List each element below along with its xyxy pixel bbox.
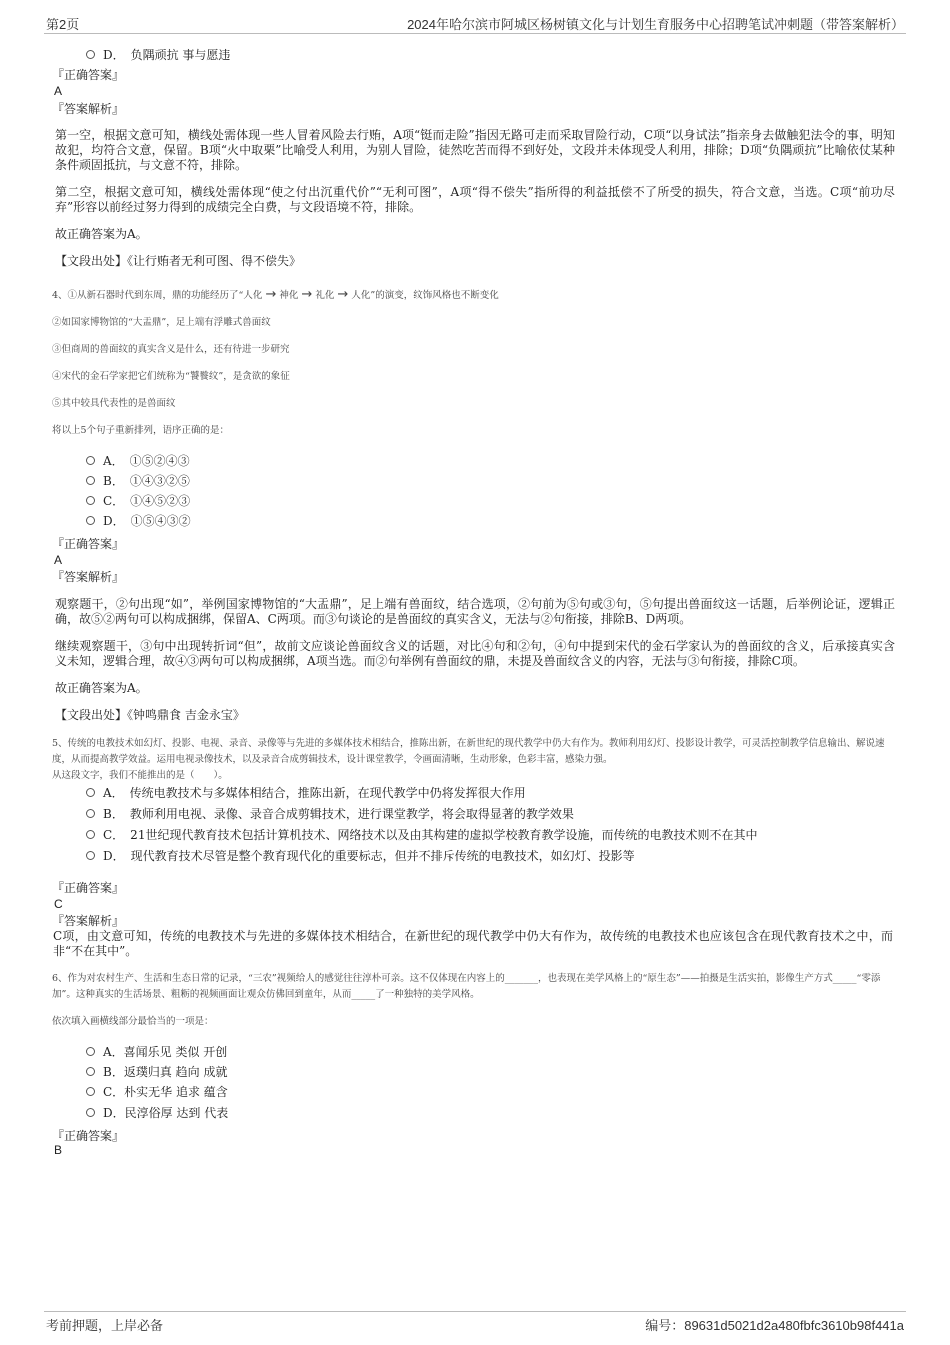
q4-answer-label: 『正确答案』: [52, 537, 125, 551]
blank-3: _____: [351, 989, 376, 1000]
q3-conclusion: 故正确答案为A。: [55, 227, 148, 241]
q5-answer-label: 『正确答案』: [52, 881, 125, 895]
q4-conclusion: 故正确答案为A。: [55, 681, 148, 695]
blank-2: _____: [832, 973, 857, 984]
q4-sentence-2: ②如国家博物馆的“大盂鼎”，足上端有浮雕式兽面纹: [52, 317, 271, 328]
q4-option-d[interactable]: D． ①⑤④③②: [86, 513, 191, 529]
page-number: 第2页: [46, 17, 80, 32]
q4-option-c[interactable]: C． ①④⑤②③: [86, 493, 190, 509]
q4-analysis-label: 『答案解析』: [52, 570, 125, 584]
q6-option-b[interactable]: B．返璞归真 趋向 成就: [86, 1064, 227, 1080]
q6-prompt: 依次填入画横线部分最恰当的一项是：: [52, 1016, 214, 1027]
q6-answer-label: 『正确答案』: [52, 1129, 125, 1143]
q5-answer: C: [54, 897, 63, 911]
q3-analysis-para1: 第一空，根据文意可知，横线处需体现一些人冒着风险去行贿，A项“铤而走险”指因无路可走而采取冒险行动，C项“以身试法”指亲身去做触犯法令的事，明知故犯，均符合文意，保留。B项“火中取栗”比喻受人利用，为别人冒险，徒然吃苦而得不到好处，文段并未体现受人利用，排除；D项“负隅顽抗”比喻依仗某种条件顽固抵抗，与文意不符，排除。: [55, 128, 895, 172]
radio-icon[interactable]: [86, 496, 95, 505]
footer-code: 编号：89631d5021d2a480fbfc3610b98f441a: [645, 1318, 904, 1333]
q3-analysis-label: 『答案解析』: [52, 102, 125, 116]
arrow-icon: →: [301, 287, 313, 302]
q4-option-b[interactable]: B． ①④③②⑤: [86, 473, 190, 489]
q4-sentence-3: ③但商周的兽面纹的真实含义是什么，还有待进一步研究: [52, 344, 290, 355]
radio-icon[interactable]: [86, 830, 95, 839]
q6-option-a[interactable]: A．喜闻乐见 类似 开创: [86, 1044, 227, 1060]
radio-icon[interactable]: [86, 516, 95, 525]
q5-option-b[interactable]: B． 教师利用电视、录像、录音合成剪辑技术，进行课堂教学，将会取得显著的教学效果: [86, 806, 574, 822]
q5-option-c[interactable]: C． 21世纪现代教育技术包括计算机技术、网络技术以及由其构建的虚拟学校教育教学设施，而传统的电教技术则不在其中: [86, 827, 757, 843]
q6-option-c[interactable]: C．朴实无华 追求 蕴含: [86, 1084, 228, 1100]
q3-option-d[interactable]: D． 负隅顽抗 事与愿违: [86, 47, 230, 63]
q4-prompt: 将以上5个句子重新排列，语序正确的是：: [52, 425, 230, 436]
footer-rule: [44, 1311, 906, 1312]
radio-icon[interactable]: [86, 456, 95, 465]
q3-answer-label: 『正确答案』: [52, 68, 125, 82]
radio-icon[interactable]: [86, 476, 95, 485]
radio-icon[interactable]: [86, 50, 95, 59]
q6-option-d[interactable]: D．民淳俗厚 达到 代表: [86, 1105, 228, 1121]
q6-answer: B: [54, 1143, 63, 1157]
q5-analysis-label: 『答案解析』: [52, 914, 125, 928]
q3-answer: A: [54, 84, 63, 98]
q5-prompt: 从这段文字，我们不能推出的是（ ）。: [52, 770, 228, 781]
radio-icon[interactable]: [86, 1047, 95, 1056]
radio-icon[interactable]: [86, 1067, 95, 1076]
q5-option-d[interactable]: D． 现代教育技术尽管是整个教育现代化的重要标志，但并不排斥传统的电教技术，如幻灯、投影等: [86, 848, 635, 864]
q3-analysis-para2: 第二空，根据文意可知，横线处需体现“使之付出沉重代价”“无利可图”，A项“得不偿失”指所得的利益抵偿不了所受的损失，符合文意，当选。C项“前功尽弃”形容以前经过努力得到的成绩完全白费，与文段语境不符，排除。: [55, 185, 895, 214]
q3-source: 【文段出处】《让行贿者无利可图、得不偿失》: [55, 254, 302, 268]
q5-analysis: C项，由文意可知，传统的电教技术与先进的多媒体技术相结合，在新世纪的现代教学中仍大有作为，故传统的电教技术也应该包含在现代教育技术之中，而非“不在其中”。: [53, 929, 893, 958]
blank-1: _______: [504, 973, 539, 984]
radio-icon[interactable]: [86, 1087, 95, 1096]
header-rule: [44, 33, 906, 34]
radio-icon[interactable]: [86, 851, 95, 860]
q4-option-a[interactable]: A． ①⑤②④③: [86, 453, 190, 469]
q5-stem: 5、传统的电教技术如幻灯、投影、电视、录音、录像等与先进的多媒体技术相结合，推陈出新，在新世纪的现代教学中仍大有作为。教师利用幻灯、投影设计教学，可灵活控制教学信息输出、解说速度，从而提高教学效益。运用电视录像技术，以及录音合成剪辑技术，设计课堂教学，令画面清晰，生动形象，色彩丰富，感染力强。: [52, 738, 885, 765]
q4-sentence-1: 4、①从新石器时代到东周，鼎的功能经历了“人化 → 神化 → 礼化 → 人化”的演变，纹饰风格也不断变化: [52, 287, 499, 302]
q6-stem: 6、作为对农村生产、生活和生态日常的记录，“三农”视频给人的感觉往往淳朴可亲。这不仅体现在内容上的_______，也表现在美学风格上的“原生态”——拍摄是生活实拍，影像生产方式_____“零添加”。这种真实的生活场景、粗粝的视频画面让观众仿佛回到童年，从而_____了一种独特的美学风格。: [52, 973, 881, 1000]
footer-slogan: 考前押题，上岸必备: [46, 1318, 164, 1333]
arrow-icon: →: [337, 287, 349, 302]
radio-icon[interactable]: [86, 809, 95, 818]
arrow-icon: →: [265, 287, 277, 302]
q5-option-a[interactable]: A． 传统电教技术与多媒体相结合，推陈出新，在现代教学中仍将发挥很大作用: [86, 785, 526, 801]
radio-icon[interactable]: [86, 1108, 95, 1117]
radio-icon[interactable]: [86, 788, 95, 797]
document-title: 2024年哈尔滨市阿城区杨树镇文化与计划生育服务中心招聘笔试冲刺题（带答案解析）: [407, 17, 904, 32]
q4-sentence-4: ④宋代的金石学家把它们统称为“饕餮纹”，是贪欲的象征: [52, 371, 290, 382]
q4-sentence-5: ⑤其中较具代表性的是兽面纹: [52, 398, 176, 409]
q4-analysis-para1: 观察题干，②句出现“如”，举例国家博物馆的“大盂鼎”，足上端有兽面纹，结合选项，②句前为⑤句或③句，⑤句提出兽面纹这一话题，后举例论证，逻辑正确，故⑤②两句可以构成捆绑，保留A、C两项。而③句谈论的是兽面纹的真实含义，无法与②句衔接，排除B、D两项。: [55, 597, 895, 626]
q4-answer: A: [54, 553, 63, 567]
q4-source: 【文段出处】《钟鸣鼎食 吉金永宝》: [55, 708, 245, 722]
q4-analysis-para2: 继续观察题干，③句中出现转折词“但”，故前文应谈论兽面纹含义的话题，对比④句和②句，④句中提到宋代的金石学家认为的兽面纹的含义，后承接真实含义未知，逻辑合理，故④③两句可以构成捆绑，A项当选。而②句举例有兽面纹的鼎，未提及兽面纹含义的内容，无法与③句衔接，排除C项。: [55, 639, 895, 668]
